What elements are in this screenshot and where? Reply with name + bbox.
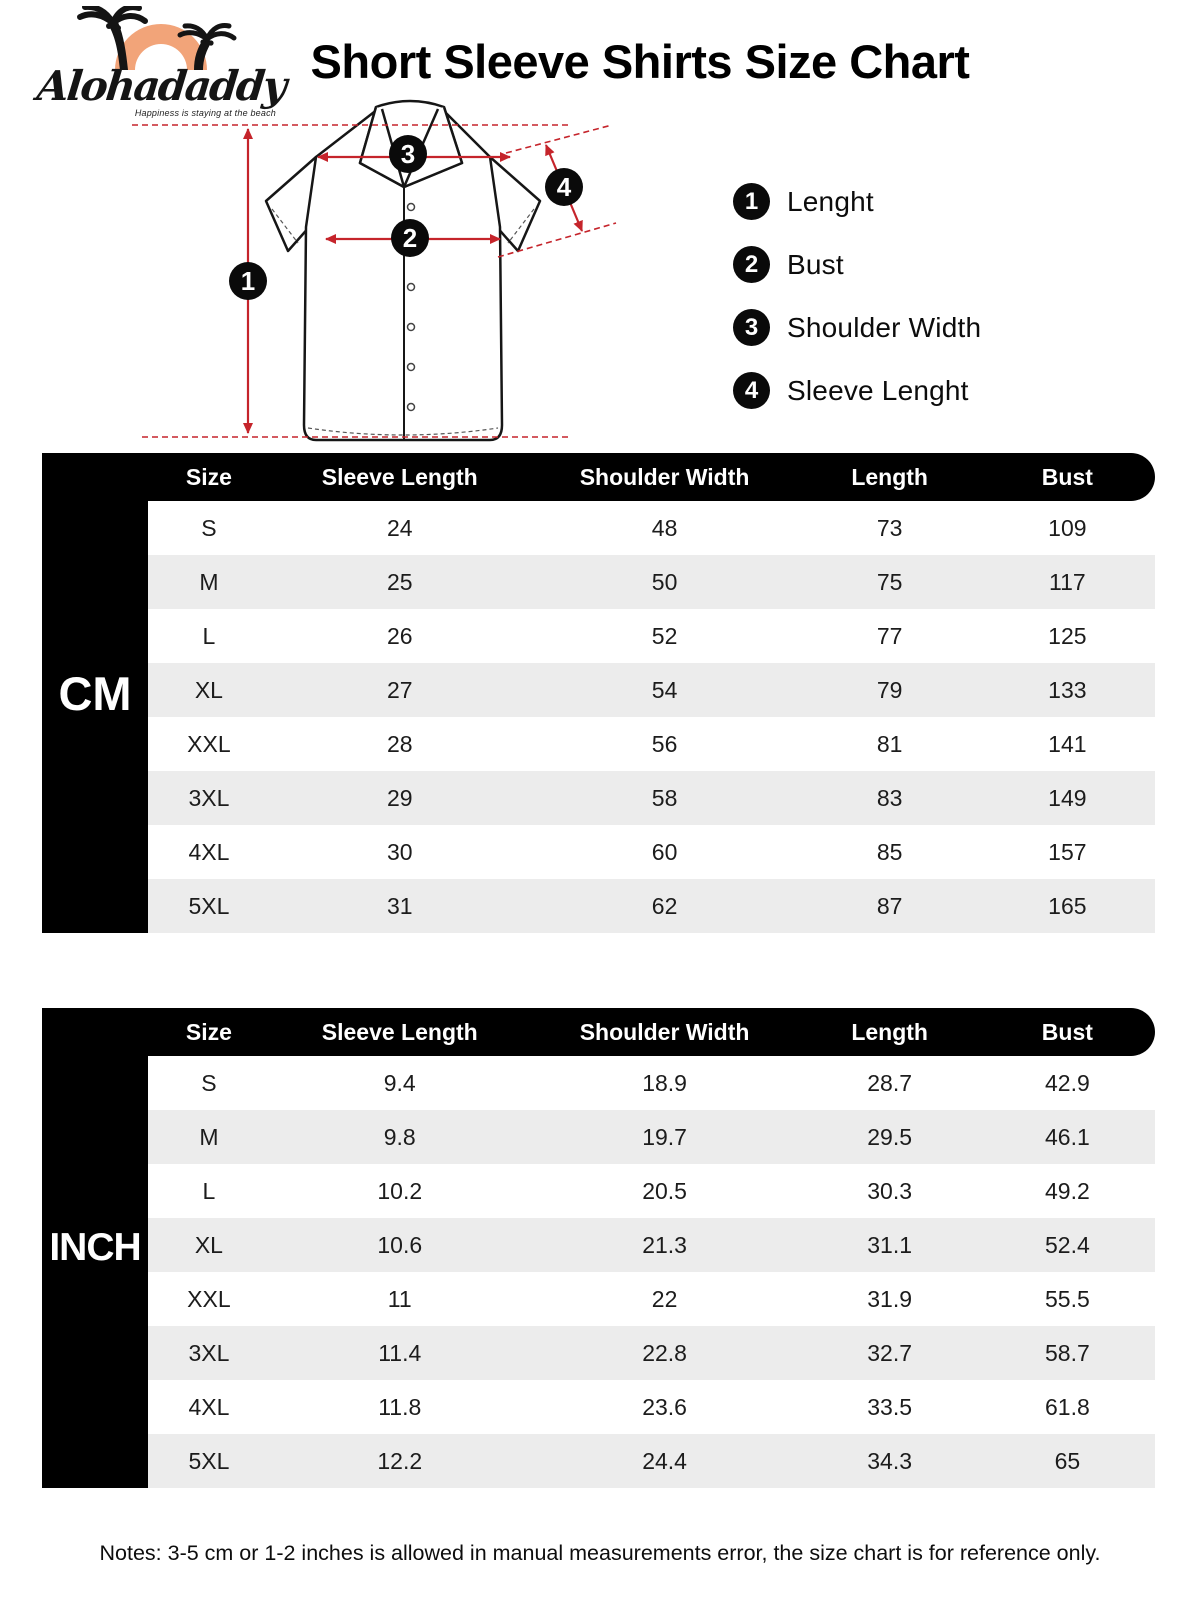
table-row	[148, 1056, 1155, 1110]
table-cell: 28	[386, 730, 413, 757]
table-row	[148, 1326, 1155, 1380]
table-cell: 3XL	[188, 784, 230, 811]
table-cell: 109	[1048, 514, 1087, 541]
legend-item-length	[733, 183, 981, 220]
table-cell: 10.2	[377, 1177, 423, 1204]
column-header: Sleeve Length	[321, 463, 478, 490]
table-cell: S	[201, 514, 217, 541]
table-row	[148, 1218, 1155, 1272]
table-cell: 54	[651, 676, 678, 703]
table-cell: 165	[1048, 892, 1087, 919]
table-cell: 12.2	[377, 1447, 423, 1474]
table-cell: S	[201, 1069, 217, 1096]
table-cell: 9.8	[383, 1123, 416, 1150]
table-cell: 75	[876, 568, 903, 595]
table-cell: 149	[1048, 784, 1087, 811]
table-row	[148, 1164, 1155, 1218]
page-title: Short Sleeve Shirts Size Chart	[310, 35, 970, 88]
circled-number-icon: 4	[733, 372, 770, 409]
inch-unit-label: INCH	[42, 1008, 148, 1488]
cm-unit-label: CM	[42, 453, 148, 933]
table-cell: 31.1	[867, 1231, 913, 1258]
svg-text:4: 4	[556, 172, 572, 202]
table-cell: 4XL	[188, 838, 230, 865]
table-cell: 27	[386, 676, 413, 703]
column-header: Bust	[1041, 463, 1093, 490]
table-cell: 46.1	[1044, 1123, 1090, 1150]
table-cell: 18.9	[642, 1069, 687, 1096]
table-cell: 133	[1048, 676, 1087, 703]
table-cell: 31	[386, 892, 413, 919]
table-cell: 22.8	[642, 1339, 687, 1366]
table-cell: 50	[651, 568, 678, 595]
table-cell: 81	[876, 730, 903, 757]
table-cell: XL	[194, 676, 223, 703]
table-cell: L	[202, 622, 216, 649]
table-cell: 52	[651, 622, 678, 649]
column-header: Bust	[1041, 1018, 1093, 1045]
table-cell: 25	[386, 568, 413, 595]
table-cell: 20.5	[642, 1177, 687, 1204]
table-cell: 83	[876, 784, 903, 811]
column-header: Length	[851, 463, 928, 490]
legend-item-shoulder-width	[733, 309, 981, 346]
table-cell: 62	[651, 892, 678, 919]
table-cell: XXL	[187, 1285, 231, 1312]
legend-label: Sleeve Lenght	[787, 374, 969, 406]
inch-table-body	[148, 1056, 1155, 1488]
circled-number-icon: 2	[733, 246, 770, 283]
table-cell: 60	[651, 838, 678, 865]
table-cell: 19.7	[642, 1123, 687, 1150]
svg-text:1: 1	[240, 266, 256, 296]
table-cell: 5XL	[188, 892, 230, 919]
table-cell: 22	[651, 1285, 678, 1312]
table-cell: 65	[1054, 1447, 1081, 1474]
table-cell: 125	[1048, 622, 1087, 649]
table-cell: 10.6	[377, 1231, 423, 1258]
circled-number-icon: 1	[733, 183, 770, 220]
table-cell: 29.5	[867, 1123, 913, 1150]
table-cell: 24	[386, 514, 413, 541]
table-cell: M	[199, 1123, 219, 1150]
table-cell: 42.9	[1044, 1069, 1090, 1096]
table-cell: 87	[876, 892, 903, 919]
inch-size-table	[42, 1008, 1155, 1488]
table-cell: 28.7	[867, 1069, 913, 1096]
cm-size-table	[42, 453, 1155, 933]
brand-name: Alohadaddy	[34, 62, 288, 110]
table-cell: 58	[651, 784, 678, 811]
table-cell: L	[202, 1177, 216, 1204]
svg-text:2: 2	[402, 223, 418, 253]
table-cell: 34.3	[867, 1447, 913, 1474]
table-cell: 3XL	[188, 1339, 230, 1366]
table-cell: 11	[387, 1285, 412, 1312]
table-cell: 117	[1049, 568, 1086, 595]
table-cell: 29	[386, 784, 413, 811]
legend-item-bust	[733, 246, 981, 283]
table-cell: XL	[194, 1231, 223, 1258]
column-header: Shoulder Width	[579, 463, 750, 490]
table-row	[148, 1272, 1155, 1326]
table-cell: 48	[651, 514, 678, 541]
table-row	[148, 825, 1155, 879]
table-cell: 79	[876, 676, 903, 703]
cm-table-header	[148, 453, 1155, 501]
brand-tagline: Happiness is staying at the beach	[134, 108, 276, 118]
cm-table-body	[148, 501, 1155, 933]
table-cell: 157	[1048, 838, 1087, 865]
circled-number-icon: 3	[733, 309, 770, 346]
table-cell: 56	[651, 730, 678, 757]
table-cell: 52.4	[1044, 1231, 1090, 1258]
table-cell: 55.5	[1044, 1285, 1090, 1312]
table-cell: 23.6	[642, 1393, 687, 1420]
table-cell: 49.2	[1044, 1177, 1090, 1204]
table-row	[148, 1110, 1155, 1164]
table-cell: 26	[386, 622, 413, 649]
table-cell: 58.7	[1044, 1339, 1090, 1366]
legend-item-sleeve-length	[733, 372, 981, 409]
legend-label: Lenght	[787, 185, 874, 217]
table-row	[148, 555, 1155, 609]
table-cell: 77	[876, 622, 903, 649]
column-header: Size	[185, 1018, 232, 1045]
table-row	[148, 1434, 1155, 1488]
table-cell: 30	[386, 838, 413, 865]
table-cell: 4XL	[188, 1393, 230, 1420]
table-row	[148, 663, 1155, 717]
table-cell: 30.3	[867, 1177, 913, 1204]
table-cell: XXL	[187, 730, 231, 757]
table-cell: 61.8	[1044, 1393, 1090, 1420]
table-cell: 141	[1048, 730, 1087, 757]
column-header: Length	[851, 1018, 928, 1045]
table-row	[148, 717, 1155, 771]
column-header: Size	[185, 463, 232, 490]
table-cell: 11.8	[378, 1393, 422, 1420]
table-row	[148, 1380, 1155, 1434]
legend-label: Bust	[787, 248, 844, 280]
table-cell: 21.3	[642, 1231, 687, 1258]
table-cell: 33.5	[867, 1393, 913, 1420]
table-cell: 5XL	[188, 1447, 230, 1474]
table-cell: 11.4	[378, 1339, 422, 1366]
shirt-measurement-diagram	[0, 95, 1200, 455]
column-header: Shoulder Width	[579, 1018, 750, 1045]
shirt-drawing	[120, 95, 720, 455]
table-cell: 31.9	[867, 1285, 913, 1312]
table-cell: 85	[876, 838, 903, 865]
table-cell: 73	[876, 514, 903, 541]
table-cell: 24.4	[642, 1447, 687, 1474]
table-row	[148, 879, 1155, 933]
measurement-legend	[733, 183, 981, 435]
notes-text: Notes: 3-5 cm or 1-2 inches is allowed in manual measurements error, the size chart is for reference only.	[99, 1541, 1101, 1565]
legend-label: Shoulder Width	[787, 311, 982, 343]
table-cell: 32.7	[867, 1339, 913, 1366]
table-row	[148, 501, 1155, 555]
column-header: Sleeve Length	[321, 1018, 478, 1045]
table-cell: M	[199, 568, 219, 595]
inch-table-header	[148, 1008, 1155, 1056]
table-row	[148, 609, 1155, 663]
svg-text:3: 3	[400, 139, 416, 169]
table-row	[148, 771, 1155, 825]
table-cell: 9.4	[383, 1069, 416, 1096]
